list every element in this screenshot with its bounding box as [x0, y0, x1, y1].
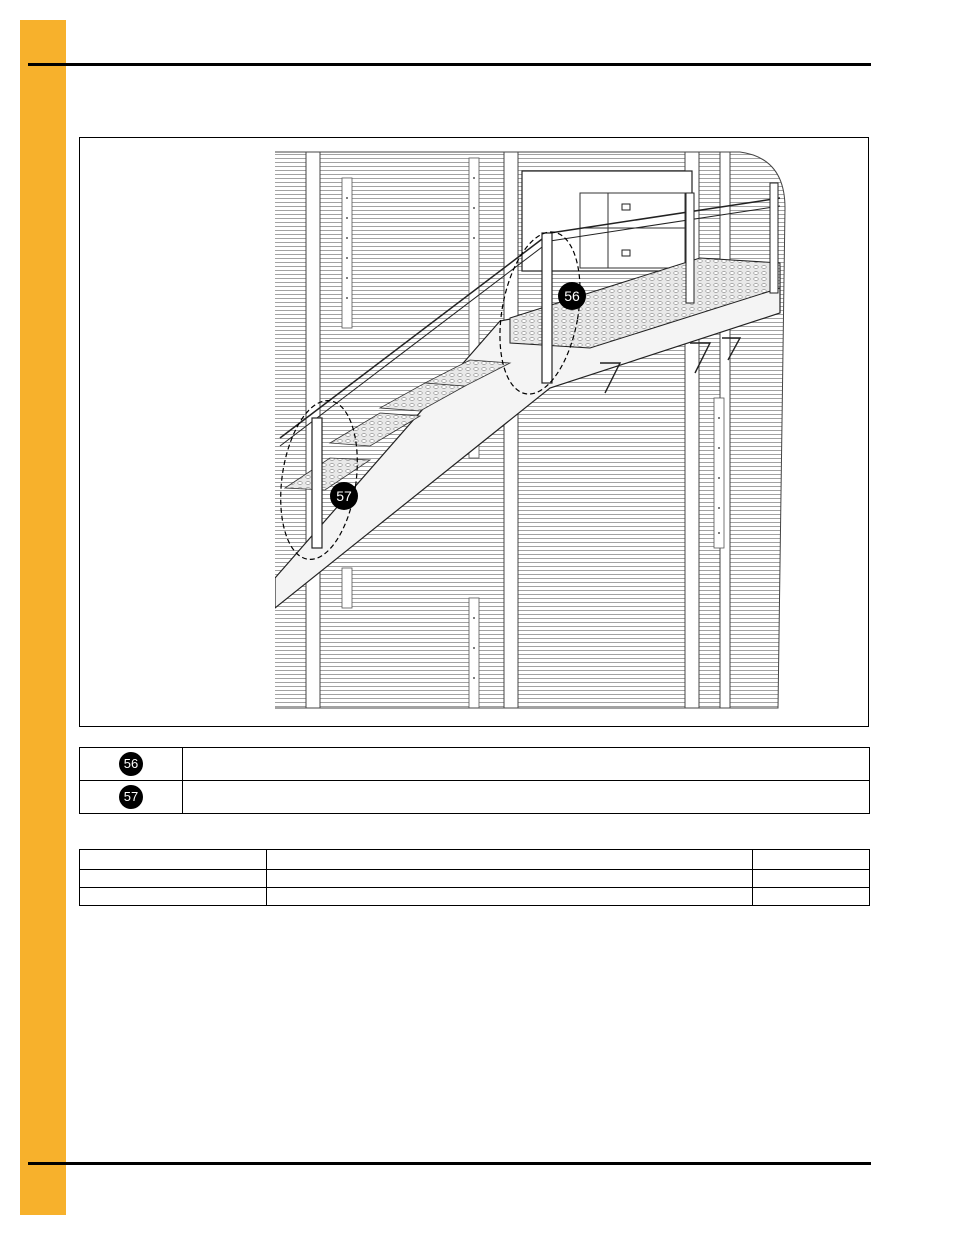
legend-icon-cell	[80, 781, 183, 814]
table-header-row	[80, 850, 870, 870]
stair-figure	[79, 137, 869, 727]
table-cell	[753, 888, 870, 906]
legend-text-cell	[183, 781, 870, 814]
table-cell	[80, 888, 267, 906]
header-rule	[28, 63, 871, 66]
bin-wall	[275, 152, 795, 712]
table-cell	[267, 888, 753, 906]
column-header	[80, 850, 267, 870]
table-cell	[753, 870, 870, 888]
legend-text-cell	[183, 748, 870, 781]
column-header	[753, 850, 870, 870]
side-tab	[20, 20, 66, 1215]
stair-drawing	[80, 138, 869, 727]
legend-icon-cell	[80, 748, 183, 781]
callout-badge-56	[558, 282, 586, 310]
callout-badge-57	[330, 482, 358, 510]
legend-row	[80, 781, 870, 814]
callout-number: 57	[336, 488, 352, 504]
callout-legend-table	[79, 747, 870, 814]
footer-rule	[28, 1162, 871, 1165]
table-row	[80, 870, 870, 888]
callout-badge-icon: 57	[119, 785, 143, 809]
table-cell	[80, 870, 267, 888]
callout-number: 56	[564, 288, 580, 304]
parts-table	[79, 849, 870, 906]
table-row	[80, 888, 870, 906]
table-cell	[267, 870, 753, 888]
legend-row	[80, 748, 870, 781]
callout-badge-icon: 56	[119, 752, 143, 776]
column-header	[267, 850, 753, 870]
